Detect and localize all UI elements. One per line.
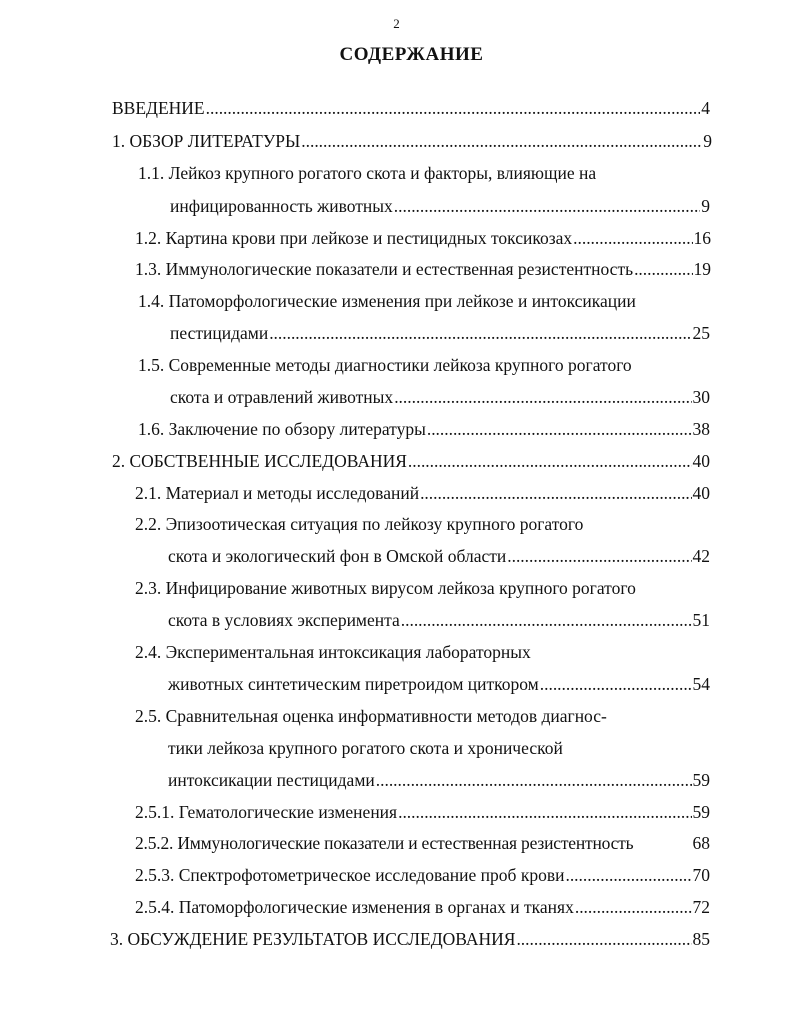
toc-leader-dots (420, 482, 691, 504)
toc-entry-page: 40 (692, 483, 710, 503)
toc-entry-page: 68 (692, 833, 710, 853)
toc-entry (112, 450, 710, 472)
toc-entry (112, 97, 710, 119)
toc-leader-dots (206, 97, 701, 119)
toc-entry-text: тики лейкоза крупного рогатого скота и хронической (168, 738, 563, 758)
toc-leader-dots (376, 769, 692, 791)
toc-entry-page: 25 (692, 323, 710, 343)
toc-entry-text: 2.4. Экспериментальная интоксикация лабораторных (135, 642, 531, 662)
toc-entry-text: пестицидами (170, 323, 269, 343)
toc-entry-text: 1.3. Иммунологические показатели и естественная резистентность (135, 259, 634, 279)
toc-entry (135, 258, 711, 280)
toc-entry-text: 2.3. Инфицирование животных вирусом лейкоза крупного рогатого (135, 578, 636, 598)
toc-entry (168, 545, 710, 567)
toc-leader-dots (394, 386, 691, 408)
toc-entry-page: 30 (692, 387, 710, 407)
toc-entry (170, 195, 710, 217)
toc-entry-text: 2. СОБСТВЕННЫЕ ИССЛЕДОВАНИЯ (112, 451, 407, 471)
toc-entry (135, 513, 695, 535)
toc-entry (135, 832, 710, 854)
toc-leader-dots (408, 450, 692, 472)
toc-entry (135, 896, 710, 918)
toc-entry-text: 2.2. Эпизоотическая ситуация по лейкозу крупного рогатого (135, 514, 584, 534)
toc-entry-page: 9 (701, 196, 710, 216)
toc-entry (170, 386, 710, 408)
toc-leader-dots (516, 928, 691, 950)
toc-entry (135, 801, 710, 823)
toc-leader-dots (573, 227, 692, 249)
toc-entry (135, 705, 695, 727)
page-number: 2 (393, 16, 400, 31)
toc-leader-dots (507, 545, 691, 567)
toc-entry-text: 1.5. Современные методы диагностики лейкоза крупного рогатого (138, 355, 632, 375)
toc-entry-text: ВВЕДЕНИЕ (112, 98, 205, 118)
toc-entry-text: 2.5.3. Спектрофотометрическое исследование проб крови (135, 865, 565, 885)
toc-entry (138, 418, 710, 440)
toc-entry-text: 2.5. Сравнительная оценка информативности методов диагнос- (135, 706, 607, 726)
toc-leader-dots (398, 801, 691, 823)
toc-entry-page: 4 (701, 98, 710, 118)
toc-entry-text: скота в условиях эксперимента (168, 610, 400, 630)
toc-entry-text: 1.6. Заключение по обзору литературы (138, 419, 426, 439)
toc-entry-page: 59 (692, 802, 710, 822)
toc-entry (135, 482, 710, 504)
toc-entry (170, 322, 710, 344)
toc-entry-text: 1. ОБЗОР ЛИТЕРАТУРЫ (112, 131, 301, 151)
toc-entry (135, 641, 695, 663)
toc-entry (168, 609, 710, 631)
toc-entry (135, 577, 705, 599)
toc-entry-text: скота и экологический фон в Омской области (168, 546, 507, 566)
toc-entry (135, 864, 710, 886)
toc-entry (168, 673, 710, 695)
toc-entry-page: 9 (703, 131, 712, 151)
toc-entry-text: 1.4. Патоморфологические изменения при лейкозе и интоксикации (138, 291, 636, 311)
toc-entry (168, 769, 710, 791)
toc-entry-text: 2.1. Материал и методы исследований (135, 483, 420, 503)
toc-entry-page: 72 (692, 897, 710, 917)
toc-entry (138, 354, 698, 376)
toc-entry-text: 1.1. Лейкоз крупного рогатого скота и факторы, влияющие на (138, 163, 597, 183)
toc-entry (168, 737, 708, 759)
toc-leader-dots (427, 418, 692, 440)
toc-entry-page: 16 (693, 228, 711, 248)
toc-leader-dots (301, 130, 702, 152)
toc-entry-text: 2.5.2. Иммунологические показатели и естественная резистентность (135, 833, 634, 853)
toc-entry-text: животных синтетическим пиретроидом циткором (168, 674, 539, 694)
toc-entry-page: 54 (692, 674, 710, 694)
toc-entry-page: 51 (692, 610, 710, 630)
toc-entry (112, 130, 712, 152)
toc-entry-text: 3. ОБСУЖДЕНИЕ РЕЗУЛЬТАТОВ ИССЛЕДОВАНИЯ (110, 929, 516, 949)
toc-entry-page: 38 (692, 419, 710, 439)
toc-leader-dots (575, 896, 692, 918)
toc-entry-text: 1.2. Картина крови при лейкозе и пестицидных токсикозах (135, 228, 573, 248)
toc-leader-dots (565, 864, 691, 886)
page-title: СОДЕРЖАНИЕ (339, 44, 484, 65)
toc-entry-page: 85 (692, 929, 710, 949)
toc-entry (138, 162, 698, 184)
toc-entry-text: 2.5.1. Гематологические изменения (135, 802, 398, 822)
toc-entry-page: 70 (692, 865, 710, 885)
toc-entry-text: интоксикации пестицидами (168, 770, 375, 790)
toc-leader-dots (394, 195, 700, 217)
toc-leader-dots (269, 322, 691, 344)
toc-entry-page: 19 (693, 259, 711, 279)
toc-entry-page: 42 (692, 546, 710, 566)
toc-entry (110, 928, 710, 950)
toc-entry-text: 2.5.4. Патоморфологические изменения в органах и тканях (135, 897, 574, 917)
toc-entry (138, 290, 698, 312)
toc-entry-text: инфицированность животных (170, 196, 393, 216)
toc-entry-page: 59 (692, 770, 710, 790)
toc-leader-dots (540, 673, 692, 695)
toc-entry-page: 40 (692, 451, 710, 471)
toc-entry (135, 227, 711, 249)
toc-leader-dots (634, 258, 692, 280)
toc-leader-dots (401, 609, 692, 631)
toc-entry-text: скота и отравлений животных (170, 387, 394, 407)
